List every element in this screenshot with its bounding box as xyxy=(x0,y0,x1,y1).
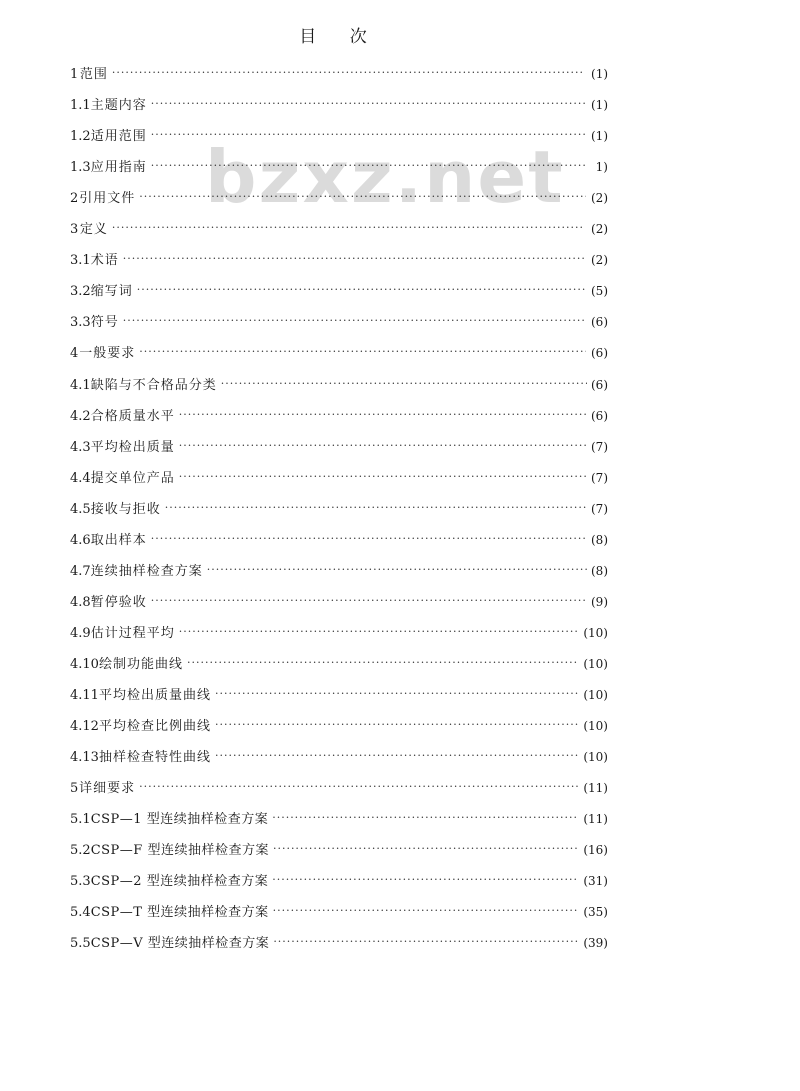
toc-entry-page: (31) xyxy=(583,874,608,889)
toc-entry-label: 范围 xyxy=(79,67,108,82)
toc-entry[interactable] xyxy=(70,407,608,425)
toc-entry[interactable] xyxy=(70,438,608,456)
toc-entry-label: CSP—2 型连续抽样检查方案 xyxy=(90,874,269,890)
dot-leader xyxy=(137,281,587,299)
toc-entry-label: 应用指南 xyxy=(90,160,147,176)
toc-entry-page: (1) xyxy=(591,129,608,144)
toc-entry-page: (7) xyxy=(591,470,608,485)
toc-entry-number: 4.13 xyxy=(70,750,99,766)
toc-entry-number: 4.12 xyxy=(70,719,99,735)
toc-entry[interactable] xyxy=(70,686,608,704)
toc-entry[interactable] xyxy=(70,251,608,269)
toc-entry[interactable] xyxy=(70,220,608,238)
dot-leader xyxy=(139,188,586,206)
toc-entry-label: 合格质量水平 xyxy=(90,408,175,424)
dot-leader xyxy=(112,219,586,237)
toc-entry-label: 主题内容 xyxy=(90,98,147,114)
toc-entry-label: 缩写词 xyxy=(90,284,133,300)
dot-leader xyxy=(179,437,587,455)
dot-leader xyxy=(179,468,587,486)
dot-leader xyxy=(151,592,587,610)
toc-entry-label: 平均检出质量曲线 xyxy=(98,688,211,703)
toc-entry-page: (6) xyxy=(591,346,608,361)
toc-entry-page: (7) xyxy=(591,439,608,454)
toc-entry[interactable] xyxy=(70,748,608,766)
dot-leader xyxy=(112,64,586,82)
toc-entry-page: (2) xyxy=(591,253,608,268)
toc-entry-number: 1.1 xyxy=(70,98,91,114)
toc-entry[interactable] xyxy=(70,810,608,828)
toc-entry-page: (16) xyxy=(583,843,608,858)
toc-entry[interactable] xyxy=(70,841,608,859)
toc-entry-page: (35) xyxy=(583,905,608,920)
toc-entry-number: 4.7 xyxy=(70,563,91,579)
toc-entry[interactable] xyxy=(70,903,608,921)
dot-leader xyxy=(207,561,587,579)
toc-entry-label: CSP—F 型连续抽样检查方案 xyxy=(90,843,269,859)
toc-entry-page: (1) xyxy=(591,98,608,113)
toc-entry-page: (10) xyxy=(583,719,608,734)
toc-entry-number: 5 xyxy=(70,781,79,797)
toc-entry[interactable] xyxy=(70,717,608,735)
toc-entry[interactable] xyxy=(70,531,608,549)
page-title: 目 次 xyxy=(299,27,381,47)
toc-entry[interactable] xyxy=(70,934,608,952)
dot-leader xyxy=(187,654,579,672)
toc-entry-number: 4.11 xyxy=(70,688,99,703)
toc-entry-label: 详细要求 xyxy=(79,781,136,797)
toc-entry-page: (10) xyxy=(583,688,608,702)
toc-entry[interactable] xyxy=(70,65,608,83)
toc-entry-number: 3.3 xyxy=(70,315,91,331)
toc-entry[interactable] xyxy=(70,344,608,362)
toc-entry-label: 估计过程平均 xyxy=(90,625,175,641)
dot-leader xyxy=(123,250,586,268)
toc-entry-label: 一般要求 xyxy=(79,346,136,362)
toc-entry-number: 5.3 xyxy=(70,874,91,890)
toc-entry-page: (9) xyxy=(591,594,608,609)
toc-entry-number: 4.5 xyxy=(70,501,91,517)
toc-entry-number: 5.4 xyxy=(70,905,91,921)
toc-entry-number: 1.3 xyxy=(70,160,91,176)
dot-leader xyxy=(179,406,587,424)
dot-leader xyxy=(151,126,587,144)
toc-entry-label: 绘制功能曲线 xyxy=(98,656,183,672)
toc-entry[interactable] xyxy=(70,562,608,580)
toc-entry-page: (10) xyxy=(583,625,608,640)
toc-entry-label: 术语 xyxy=(90,253,119,269)
toc-entry-page: (6) xyxy=(591,377,608,392)
toc-entry-label: 取出样本 xyxy=(90,532,147,548)
toc-entry-page: (11) xyxy=(583,781,608,796)
toc-entry[interactable] xyxy=(70,189,608,207)
toc-entry-page: (5) xyxy=(591,284,608,299)
dot-leader xyxy=(272,871,579,889)
toc-entry[interactable] xyxy=(70,469,608,487)
toc-entry-label: CSP—T 型连续抽样检查方案 xyxy=(90,905,269,921)
toc-entry-number: 4.4 xyxy=(70,470,91,486)
toc-entry-number: 5.5 xyxy=(70,936,91,952)
toc-entry-page: (10) xyxy=(583,750,608,765)
dot-leader xyxy=(151,157,587,175)
dot-leader xyxy=(151,95,587,113)
dot-leader xyxy=(215,747,579,765)
toc-entry[interactable] xyxy=(70,282,608,300)
dot-leader xyxy=(221,375,587,393)
toc-entry-number: 3 xyxy=(70,222,79,238)
toc-entry[interactable] xyxy=(70,655,608,673)
toc-entry-number: 4.3 xyxy=(70,439,91,455)
toc-entry[interactable] xyxy=(70,127,608,145)
dot-leader xyxy=(165,499,587,517)
toc-entry-number: 2 xyxy=(70,191,79,207)
toc-entry-number: 1.2 xyxy=(70,129,91,145)
toc-entry[interactable] xyxy=(70,779,608,797)
toc-entry-number: 4.9 xyxy=(70,625,91,641)
toc-entry-number: 3.1 xyxy=(70,253,91,269)
toc-entry-page: (8) xyxy=(591,563,608,578)
toc-entry-label: 引用文件 xyxy=(79,191,136,207)
toc-entry-page: (2) xyxy=(591,191,608,206)
toc-entry-number: 3.2 xyxy=(70,284,91,300)
toc-entry-number: 1 xyxy=(70,67,79,82)
toc-entry-page: (10) xyxy=(583,656,608,671)
toc-entry-label: 暂停验收 xyxy=(90,594,147,610)
toc-entry-page: (7) xyxy=(591,501,608,516)
dot-leader xyxy=(273,933,579,951)
dot-leader xyxy=(272,809,579,827)
toc-entry-page: (1) xyxy=(591,67,609,81)
toc-entry-label: 抽样检查特性曲线 xyxy=(98,750,211,766)
toc-entry-label: 符号 xyxy=(90,315,119,331)
toc-entry-label: 缺陷与不合格品分类 xyxy=(90,377,217,393)
toc-entry-page: (11) xyxy=(583,812,608,827)
toc-entry-number: 4.8 xyxy=(70,594,91,610)
toc-entry[interactable] xyxy=(70,500,608,518)
toc-entry-number: 5.1 xyxy=(70,812,91,828)
toc-entry[interactable] xyxy=(70,313,608,331)
dot-leader xyxy=(215,685,579,703)
toc-entry[interactable] xyxy=(70,376,608,394)
toc-entry-page: (39) xyxy=(583,936,608,951)
toc-entry-label: CSP—V 型连续抽样检查方案 xyxy=(90,936,270,952)
toc-entry-label: 提交单位产品 xyxy=(90,470,175,486)
toc-entry-label: 接收与拒收 xyxy=(90,501,161,517)
toc-entry[interactable] xyxy=(70,624,608,642)
toc-entry-label: 平均检出质量 xyxy=(90,439,175,455)
toc-entry[interactable] xyxy=(70,96,608,114)
toc-entry[interactable] xyxy=(70,593,608,611)
dot-leader xyxy=(179,623,580,641)
toc-entry-page: 1) xyxy=(595,160,608,175)
toc-entry-number: 4.6 xyxy=(70,532,91,548)
dot-leader xyxy=(139,778,579,796)
toc-entry-page: (8) xyxy=(591,532,608,547)
toc-entry-page: (6) xyxy=(591,315,608,330)
toc-entry-page: (6) xyxy=(591,408,608,423)
watermark: bzxz.net xyxy=(205,135,565,219)
toc-entry-number: 5.2 xyxy=(70,843,91,859)
toc-entry[interactable] xyxy=(70,158,608,176)
toc-entry-label: CSP—1 型连续抽样检查方案 xyxy=(90,812,269,828)
toc-entry-number: 4.2 xyxy=(70,408,91,424)
toc-entry-label: 适用范围 xyxy=(90,129,147,145)
toc-entry-label: 定义 xyxy=(79,222,108,238)
toc-entry-label: 连续抽样检查方案 xyxy=(90,563,203,579)
toc-entry-number: 4 xyxy=(70,346,79,362)
dot-leader xyxy=(273,840,579,858)
dot-leader xyxy=(123,312,586,330)
toc-entry[interactable] xyxy=(70,872,608,890)
dot-leader xyxy=(215,716,579,734)
dot-leader xyxy=(151,530,587,548)
dot-leader xyxy=(139,343,586,361)
toc-entry-number: 4.1 xyxy=(70,377,91,393)
toc-entry-page: (2) xyxy=(591,222,609,237)
toc-entry-number: 4.10 xyxy=(70,656,99,672)
toc-entry-label: 平均检查比例曲线 xyxy=(98,719,211,735)
dot-leader xyxy=(273,902,580,920)
